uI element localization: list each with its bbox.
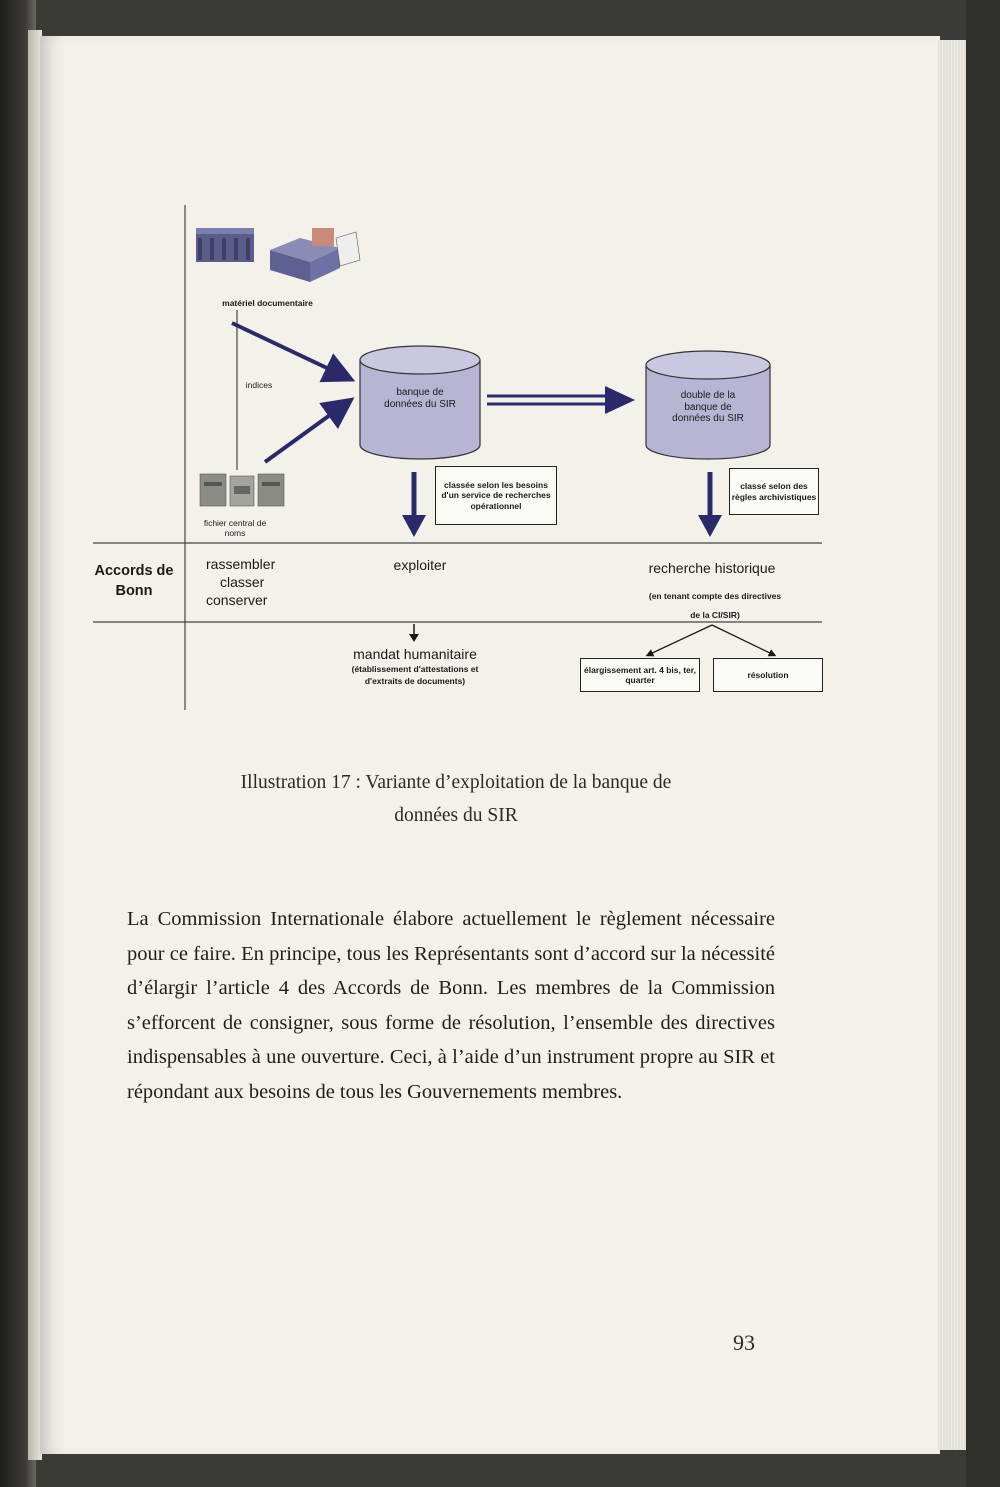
classer-line: classer bbox=[220, 574, 265, 590]
exploitation-diagram bbox=[0, 0, 1000, 720]
arrow-fichier-to-bank bbox=[265, 402, 348, 462]
mandat-note-1: (établissement d'attestations et bbox=[351, 664, 479, 674]
figure-caption bbox=[186, 766, 726, 832]
rassembler-line: rassembler bbox=[206, 556, 276, 572]
archive-boxes-icon bbox=[196, 228, 254, 262]
card-file-icon bbox=[200, 474, 284, 506]
caption-line-1: Illustration 17 : Variante d’exploitation de la banque de bbox=[240, 772, 672, 793]
classee-box: classée selon les besoins d'un service de recherches opérationnel bbox=[435, 466, 557, 525]
arrow-to-elargissement bbox=[648, 625, 712, 655]
arrow-down-recherche bbox=[698, 515, 722, 537]
recherche-label: recherche historique bbox=[648, 560, 776, 576]
recherche-note-1: (en tenant compte des directives bbox=[648, 591, 782, 601]
caption-line-2: données du SIR bbox=[394, 805, 518, 826]
double-label: double de la banque de données du SIR bbox=[672, 390, 744, 424]
page-number: 93 bbox=[733, 1330, 755, 1355]
materiel-label: matériel documentaire bbox=[222, 298, 313, 308]
mandat-label: mandat humanitaire bbox=[353, 646, 477, 662]
exploiter-label: exploiter bbox=[393, 557, 447, 573]
body-paragraph: La Commission Internationale élabore actuellement le règlement nécessaire pour ce faire. En principe, tous les Représentants sont d’accord sur la nécessité d’élargir l’article 4 des Accords de Bonn. Les membres de la Commission s’efforcent de consigner, sous forme de résolution, l’ensemble des directives indispensables à une ouverture. Ceci, à l’aide d’un instrument propre au SIR et répondant aux besoins de tous les Gouvernements membres. bbox=[127, 908, 775, 1103]
arrow-down-mandat bbox=[409, 634, 419, 642]
rassembler-block bbox=[206, 555, 286, 609]
arrow-bank-to-double bbox=[605, 386, 635, 414]
arrow-down-exploiter bbox=[402, 515, 426, 537]
elargissement-box: élargissement art. 4 bis, ter, quarter bbox=[580, 658, 700, 692]
accords-label: Accords de Bonn bbox=[94, 563, 174, 599]
fichier-label: fichier central de noms bbox=[203, 518, 267, 538]
banque-label: banque de données du SIR bbox=[384, 387, 456, 410]
document-box-icon bbox=[270, 228, 360, 282]
arrow-to-resolution bbox=[712, 625, 774, 655]
recherche-note-2: de la CI/SIR) bbox=[690, 610, 740, 620]
indices-label: indices bbox=[245, 380, 273, 390]
classe-box: classé selon des règles archivistiques bbox=[729, 468, 819, 515]
arrow-material-to-bank bbox=[232, 323, 348, 378]
resolution-box: résolution bbox=[713, 658, 823, 692]
diagram-lines bbox=[0, 0, 1000, 720]
mandat-note-2: d'extraits de documents) bbox=[364, 676, 466, 686]
conserver-line: conserver bbox=[206, 592, 268, 608]
